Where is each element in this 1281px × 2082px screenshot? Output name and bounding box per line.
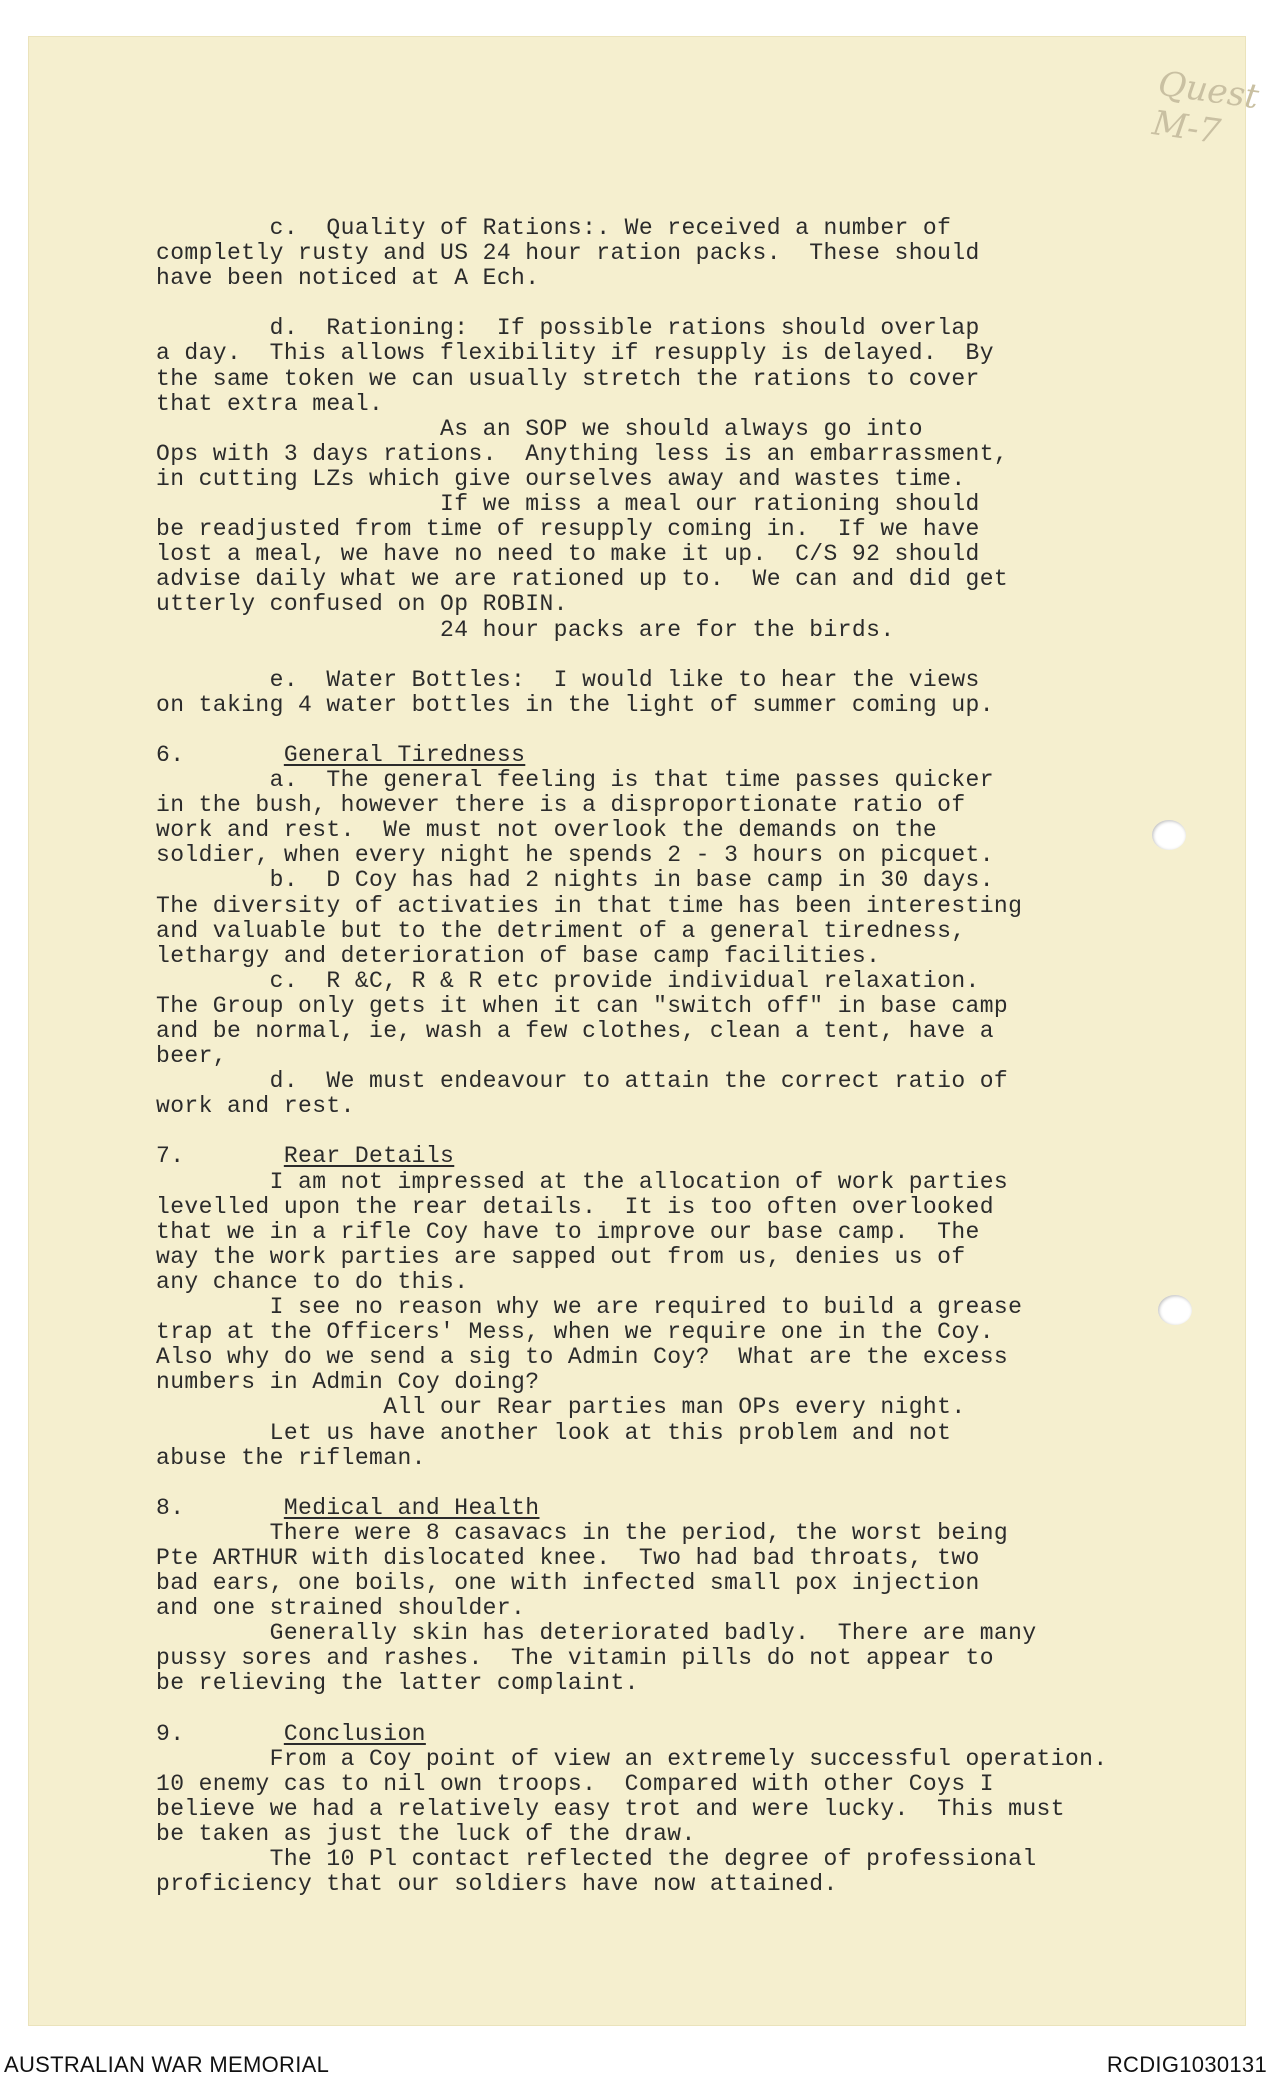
text-line: and valuable but to the detriment of a general tiredness, xyxy=(156,917,966,944)
text-line: in cutting LZs which give ourselves away and wastes time. xyxy=(156,465,966,492)
text-line: I am not impressed at the allocation of work parties xyxy=(156,1168,1009,1195)
text-line: have been noticed at A Ech. xyxy=(156,265,540,292)
text-line: The Group only gets it when it can "switch off" in base camp xyxy=(156,992,1009,1019)
paragraph-gap xyxy=(156,643,1166,668)
text-line: Also why do we send a sig to Admin Coy? What are the excess xyxy=(156,1344,1009,1371)
text-line: The diversity of activaties in that time has been interesting xyxy=(156,892,1023,919)
footer-record-id: RCDIG1030131 xyxy=(1106,2052,1267,2077)
section-number: 9. xyxy=(156,1720,185,1747)
text-line: in the bush, however there is a disproportionate ratio of xyxy=(156,792,966,819)
paragraph-gap xyxy=(156,1697,1166,1722)
text-line: work and rest. xyxy=(156,1093,355,1120)
text-line: that we in a rifle Coy have to improve our base camp. The xyxy=(156,1218,980,1245)
section-heading xyxy=(156,1496,1166,1521)
section-title: General Tiredness xyxy=(283,741,526,768)
text-line: any chance to do this. xyxy=(156,1268,469,1295)
text-line: way the work parties are sapped out from us, denies us of xyxy=(156,1243,966,1270)
text-line: d. We must endeavour to attain the correct ratio of xyxy=(156,1068,1009,1095)
text-line: be relieving the latter complaint. xyxy=(156,1670,639,1697)
text-line: that extra meal. xyxy=(156,390,384,417)
text-line: and one strained shoulder. xyxy=(156,1595,526,1622)
section-number: 7. xyxy=(156,1143,185,1170)
text-line: 10 enemy cas to nil own troops. Compared with other Coys I xyxy=(156,1770,994,1797)
text-line: completly rusty and US 24 hour ration packs. These should xyxy=(156,240,980,267)
text-line: trap at the Officers' Mess, when we require one in the Coy. xyxy=(156,1319,994,1346)
text-line: bad ears, one boils, one with infected small pox injection xyxy=(156,1570,980,1597)
text-line: a. The general feeling is that time passes quicker xyxy=(156,767,994,794)
text-line: As an SOP we should always go into xyxy=(156,415,923,442)
text-line: pussy sores and rashes. The vitamin pills do not appear to xyxy=(156,1645,994,1672)
text-line: e. Water Bottles: I would like to hear the views xyxy=(156,666,980,693)
text-line: and be normal, ie, wash a few clothes, clean a tent, have a xyxy=(156,1018,994,1044)
section-title: Medical and Health xyxy=(283,1494,540,1521)
text-line: work and rest. We must not overlook the demands on the xyxy=(156,817,938,844)
text-line: utterly confused on Op ROBIN. xyxy=(156,591,568,618)
text-line: soldier, when every night he spends 2 - 3 hours on picquet. xyxy=(156,842,994,869)
text-line: the same token we can usually stretch the rations to cover xyxy=(156,365,980,392)
text-line: Let us have another look at this problem and not xyxy=(156,1419,952,1446)
text-line: d. Rationing: If possible rations should overlap xyxy=(156,315,980,342)
text-line: All our Rear parties man OPs every night. xyxy=(156,1394,966,1421)
text-line: lost a meal, we have no need to make it up. C/S 92 should xyxy=(156,541,980,568)
text-line: proficiency that our soldiers have now attained. xyxy=(156,1871,838,1898)
section-number: 8. xyxy=(156,1494,185,1521)
paragraph-gap xyxy=(156,718,1166,743)
text-line: Pte ARTHUR with dislocated knee. Two had bad throats, two xyxy=(156,1544,980,1571)
text-line: 24 hour packs are for the birds. xyxy=(156,616,895,643)
document-body xyxy=(156,216,1166,1897)
text-line: The 10 Pl contact reflected the degree of professional xyxy=(156,1846,1037,1873)
text-line: levelled upon the rear details. It is too often overlooked xyxy=(156,1193,994,1220)
text-line: c. Quality of Rations:. We received a number of xyxy=(156,215,952,241)
text-line: beer, xyxy=(156,1043,228,1070)
paragraph-gap xyxy=(156,1119,1166,1144)
text-line: be taken as just the luck of the draw. xyxy=(156,1821,696,1847)
paragraph-gap xyxy=(156,1471,1166,1496)
section-heading xyxy=(156,743,1166,768)
text-line: a day. This allows flexibility if resupply is delayed. By xyxy=(156,340,994,367)
text-line: If we miss a meal our rationing should xyxy=(156,491,980,518)
text-line: numbers in Admin Coy doing? xyxy=(156,1369,540,1396)
text-line: be readjusted from time of resupply coming in. If we have xyxy=(156,516,980,543)
section-title: Conclusion xyxy=(283,1720,426,1747)
text-line: on taking 4 water bottles in the light of summer coming up. xyxy=(156,691,994,718)
text-line: c. R &C, R & R etc provide individual relaxation. xyxy=(156,967,980,994)
section-number: 6. xyxy=(156,741,185,768)
footer-source: AUSTRALIAN WAR MEMORIAL xyxy=(4,2052,330,2077)
text-line: believe we had a relatively easy trot and were lucky. This must xyxy=(156,1795,1065,1822)
text-line: b. D Coy has had 2 nights in base camp in 30 days. xyxy=(156,867,994,894)
section-heading xyxy=(156,1144,1166,1169)
text-line: lethargy and deterioration of base camp facilities. xyxy=(156,942,881,969)
text-line: advise daily what we are rationed up to. We can and did get xyxy=(156,566,1009,593)
section-heading xyxy=(156,1722,1166,1747)
text-line: Generally skin has deteriorated badly. There are many xyxy=(156,1620,1037,1647)
text-line: Ops with 3 days rations. Anything less is an embarrassment, xyxy=(156,440,1009,467)
section-title: Rear Details xyxy=(283,1143,455,1170)
pencil-annotation: Quest M-7 xyxy=(1150,63,1262,153)
paragraph-gap xyxy=(156,291,1166,316)
text-line: I see no reason why we are required to build a grease xyxy=(156,1294,1023,1321)
text-line: From a Coy point of view an extremely successful operation. xyxy=(156,1745,1108,1772)
text-line: abuse the rifleman. xyxy=(156,1444,426,1471)
text-line: There were 8 casavacs in the period, the worst being xyxy=(156,1519,1009,1546)
